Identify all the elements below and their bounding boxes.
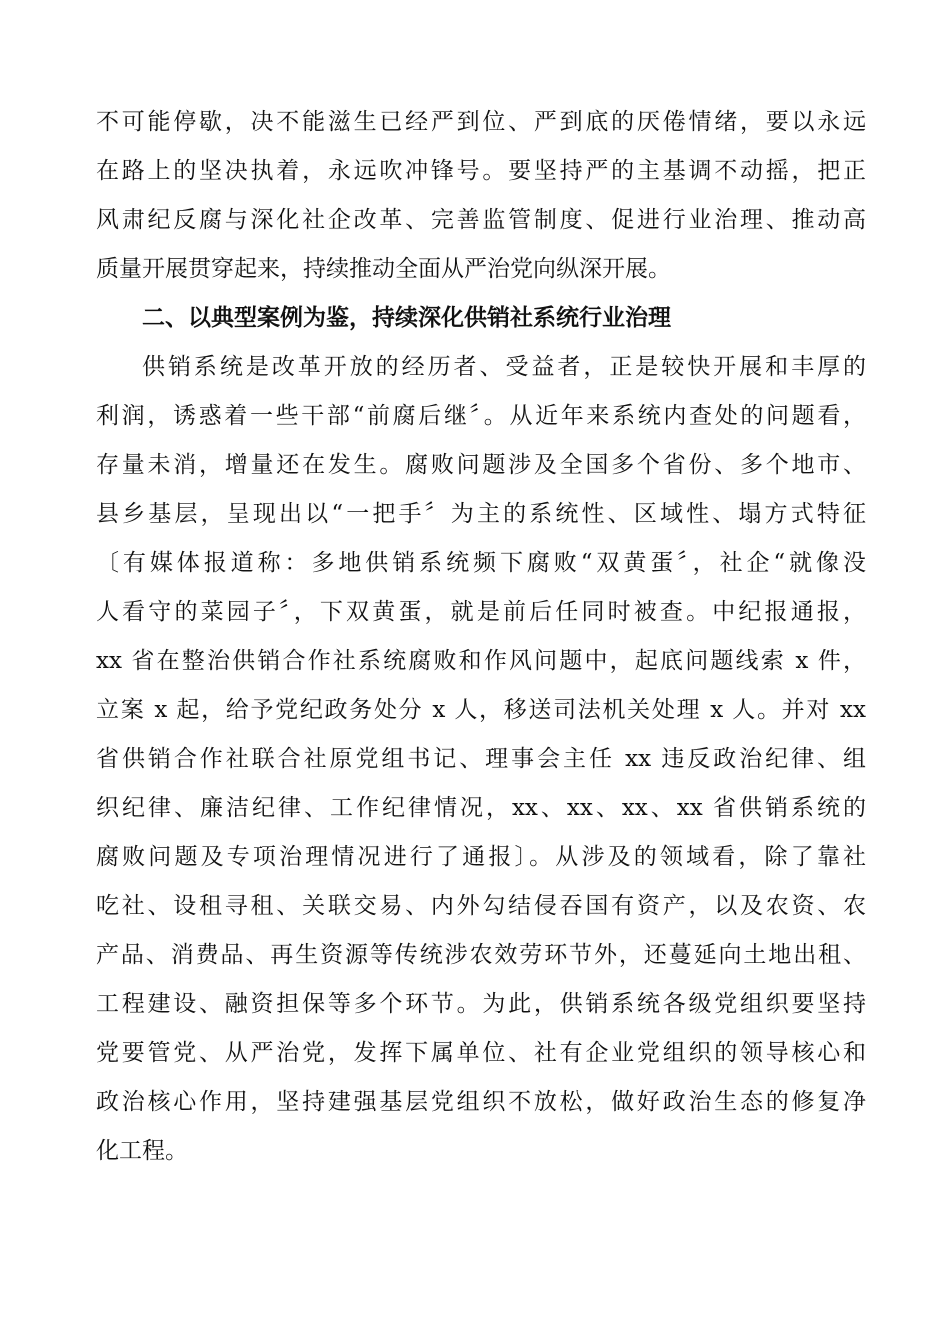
paragraph-line: 在路上的坚决执着，永远吹冲锋号。要坚持严的主基调不动摇，把正 [96, 158, 866, 184]
paragraph-line: 腐败问题及专项治理情况进行了通报〕。从涉及的领域看，除了靠社 [96, 844, 866, 870]
paragraph-line: 省供销合作社联合社原党组书记、理事会主任 xx 违反政治纪律、组 [96, 746, 866, 772]
paragraph-line: 风肃纪反腐与深化社企改革、完善监管制度、促进行业治理、推动高 [96, 207, 866, 233]
paragraph-line: 利润，诱惑着一些干部“前腐后继〞。从近年来系统内查处的问题看， [96, 403, 866, 429]
paragraph-line: 政治核心作用，坚持建强基层党组织不放松，做好政治生态的修复净 [96, 1089, 866, 1115]
paragraph-line: 〔有媒体报道称：多地供销系统频下腐败“双黄蛋〞，社企“就像没 [96, 550, 866, 576]
paragraph-line: 不可能停歇，决不能滋生已经严到位、严到底的厌倦情绪，要以永远 [96, 109, 866, 135]
paragraph-line: 吃社、设租寻租、关联交易、内外勾结侵吞国有资产，以及农资、农 [96, 893, 866, 919]
paragraph-line: 存量未消，增量还在发生。腐败问题涉及全国多个省份、多个地市、 [96, 452, 866, 478]
paragraph-line: 人看守的菜园子〞，下双黄蛋，就是前后任同时被查。中纪报通报， [96, 599, 866, 625]
paragraph-line: 工程建设、融资担保等多个环节。为此，供销系统各级党组织要坚持 [96, 991, 866, 1017]
paragraph-line: 化工程。 [96, 1138, 188, 1164]
section-heading: 二、以典型案例为鉴，持续深化供销社系统行业治理 [142, 305, 671, 331]
paragraph-line: 产品、消费品、再生资源等传统涉农效劳环节外，还蔓延向土地出租、 [96, 942, 866, 968]
paragraph-line: 县乡基层，呈现出以“一把手〞为主的系统性、区域性、塌方式特征 [96, 501, 866, 527]
paragraph-line: 质量开展贯穿起来，持续推动全面从严治党向纵深开展。 [96, 256, 671, 282]
paragraph-line: 织纪律、廉洁纪律、工作纪律情况，xx、xx、xx、xx 省供销系统的 [96, 795, 866, 821]
paragraph-line: 党要管党、从严治党，发挥下属单位、社有企业党组织的领导核心和 [96, 1040, 866, 1066]
paragraph-line: 供销系统是改革开放的经历者、受益者，正是较快开展和丰厚的 [142, 354, 866, 380]
document-body [96, 98, 866, 1176]
paragraph-line: 立案 x 起，给予党纪政务处分 x 人，移送司法机关处理 x 人。并对 xx [96, 697, 866, 723]
paragraph-line: xx 省在整治供销合作社系统腐败和作风问题中，起底问题线索 x 件， [96, 648, 866, 674]
